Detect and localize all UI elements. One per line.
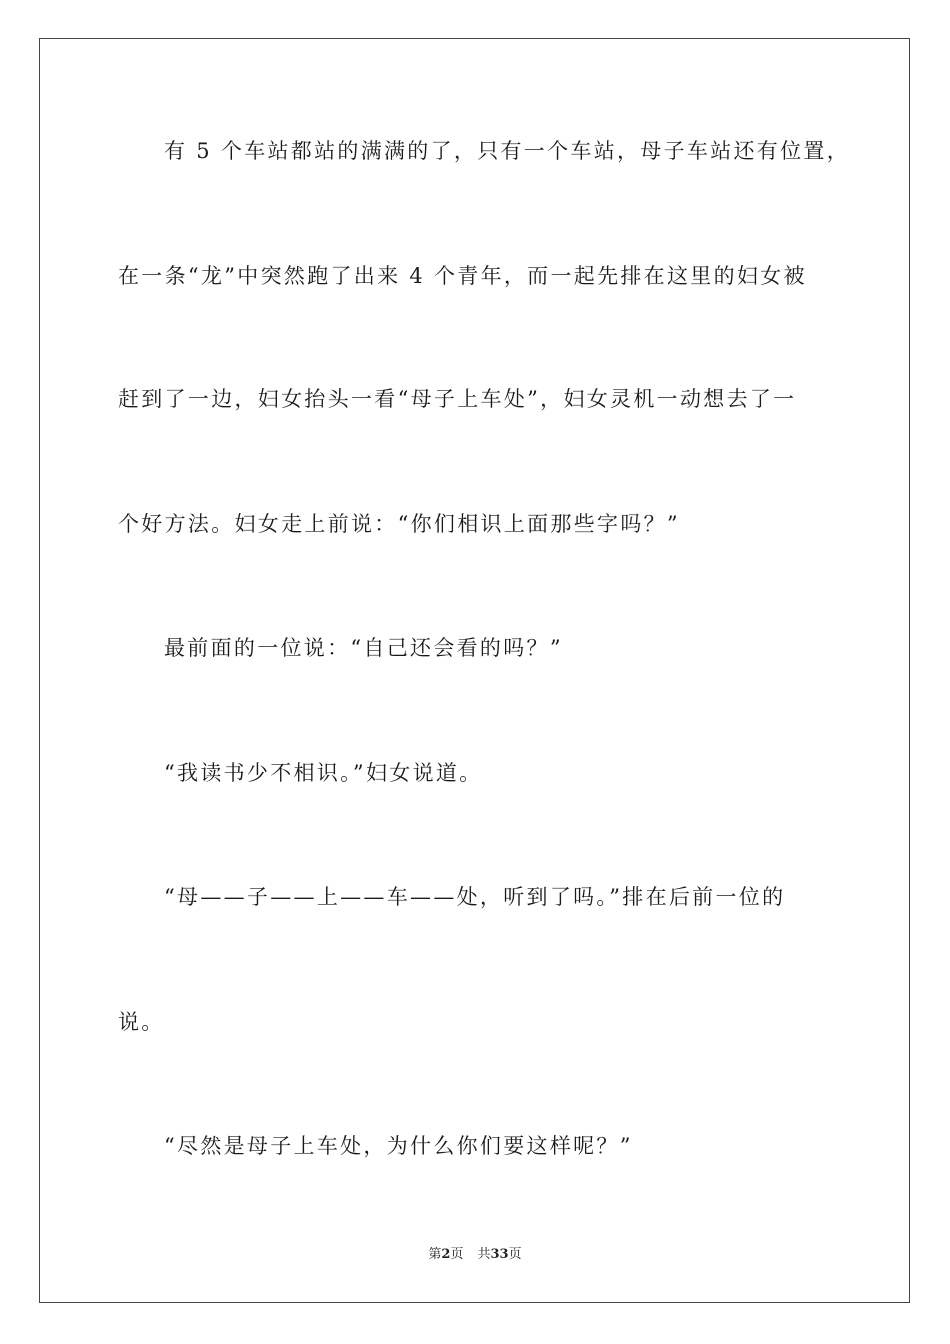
footer-total-suffix: 页 [508,1247,522,1262]
footer-page-suffix: 页 [450,1247,464,1262]
footer-total-pages: 33 [490,1247,509,1262]
footer-page-prefix: 第 [428,1247,442,1262]
paragraph-line-5: 最前面的一位说：“自己还会看的吗？” [164,636,563,660]
paragraph-line-6: “我读书少不相识。”妇女说道。 [164,761,483,785]
footer-total-prefix: 共 [477,1247,491,1262]
footer-page-number: 2 [441,1247,451,1262]
paragraph-line-7: “母——子——上——车——处，听到了吗。”排在后前一位的 [164,885,786,909]
paragraph-line-2: 在一条“龙”中突然跑了出来 4 个青年，而一起先排在这里的妇女被 [118,264,807,288]
paragraph-line-3: 赶到了一边，妇女抬头一看“母子上车处”，妇女灵机一动想去了一 [118,387,797,411]
paragraph-line-4: 个好方法。妇女走上前说：“你们相识上面那些字吗？” [118,512,680,536]
page-footer [0,1246,950,1264]
paragraph-line-8: 说。 [118,1010,165,1034]
paragraph-line-1: 有 5 个车站都站的满满的了，只有一个车站，母子车站还有位置， [164,139,851,163]
page-border [39,38,910,1303]
paragraph-line-9: “尽然是母子上车处，为什么你们要这样呢？” [164,1134,633,1158]
